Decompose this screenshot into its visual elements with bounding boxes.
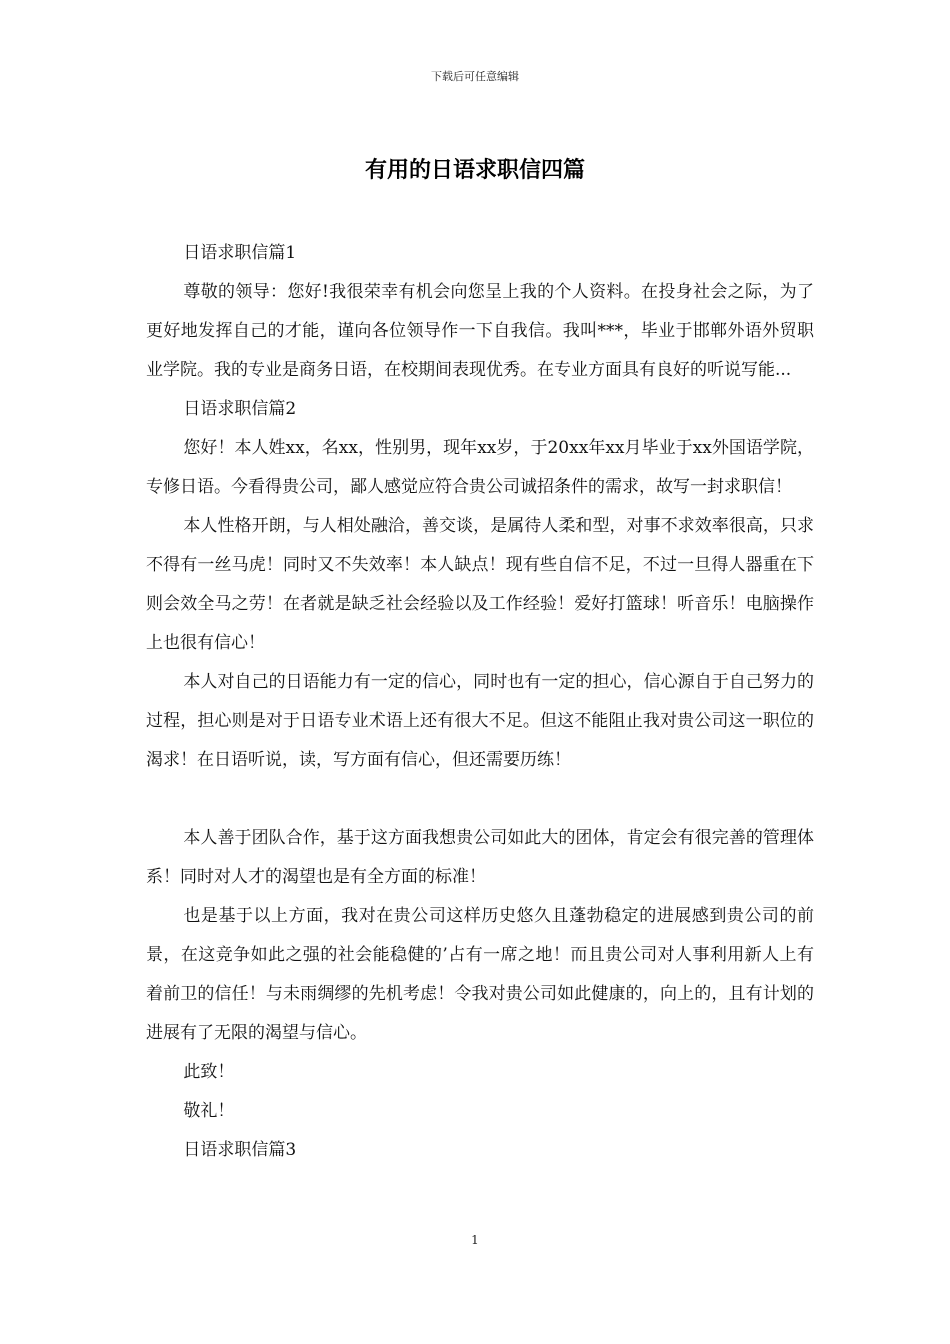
paragraph: 本人对自己的日语能力有一定的信心，同时也有一定的担心，信心源自于自己努力的过程，担心则是对于日语专业术语上还有很大不足。但这不能阻止我对贵公司这一职位的渴求！在日语听说，读，写方面有信心，但还需要历练！ bbox=[146, 672, 814, 770]
closing-salutation: 敬礼！ bbox=[183, 1101, 235, 1121]
section-heading-1: 日语求职信篇1 bbox=[183, 243, 297, 263]
document-body bbox=[146, 234, 814, 1170]
section-heading-3: 日语求职信篇3 bbox=[183, 1140, 297, 1160]
paragraph: 本人善于团队合作，基于这方面我想贵公司如此大的团体，肯定会有很完善的管理体系！同时对人才的渴望也是有全方面的标准！ bbox=[146, 828, 814, 887]
section-heading-2: 日语求职信篇2 bbox=[183, 399, 297, 419]
page-number: 1 bbox=[471, 1233, 479, 1247]
paragraph: 您好！本人姓xx，名xx，性别男，现年xx岁，于20xx年xx月毕业于xx外国语学院，专修日语。今看得贵公司，鄙人感觉应符合贵公司诚招条件的需求，故写一封求职信！ bbox=[146, 438, 814, 497]
paragraph: 也是基于以上方面，我对在贵公司这样历史悠久且蓬勃稳定的进展感到贵公司的前景，在这竞争如此之强的社会能稳健的’占有一席之地！而且贵公司对人事利用新人上有着前卫的信任！与未雨绸缪的先机考虑！令我对贵公司如此健康的，向上的，且有计划的进展有了无限的渴望与信心。 bbox=[146, 906, 814, 1043]
header-note: 下载后可任意编辑 bbox=[431, 70, 519, 83]
paragraph: 尊敬的领导：您好!我很荣幸有机会向您呈上我的个人资料。在投身社会之际，为了更好地发挥自己的才能，谨向各位领导作一下自我信。我叫***，毕业于邯郸外语外贸职业学院。我的专业是商务日语，在校期间表现优秀。在专业方面具有良好的听说写能... bbox=[146, 282, 814, 380]
document-title: 有用的日语求职信四篇 bbox=[364, 158, 585, 183]
closing-line: 此致！ bbox=[183, 1062, 235, 1082]
paragraph: 本人性格开朗，与人相处融洽，善交谈，是属待人柔和型，对事不求效率很高，只求不得有一丝马虎！同时又不失效率！本人缺点！现有些自信不足，不过一旦得人器重在下则会效全马之劳！在者就是缺乏社会经验以及工作经验！爱好打篮球！听音乐！电脑操作上也很有信心！ bbox=[146, 516, 814, 653]
